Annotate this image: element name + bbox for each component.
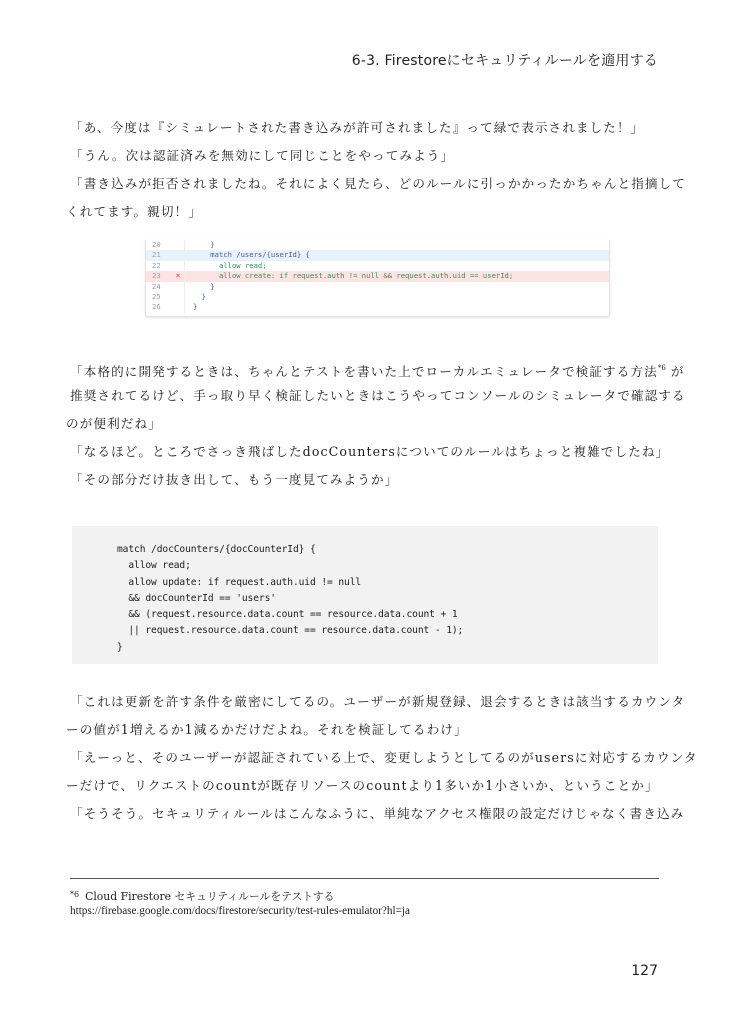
gutter-divider bbox=[184, 250, 185, 260]
code-row bbox=[146, 240, 609, 250]
code-text: allow create: if request.auth != null && request.auth.uid == userId; bbox=[193, 271, 514, 281]
dialogue-line: 「これは更新を許す条件を厳密にしてるの。ユーザーが新規登録、退会するときは該当するカウンタ bbox=[70, 694, 686, 709]
dialogue-text: 「本格的に開発するときは、ちゃんとテストを書いた上でローカルエミュレータで検証する方法 bbox=[70, 364, 658, 379]
code-line: || request.resource.data.count == resource.data.count - 1); bbox=[117, 625, 464, 637]
code-text: } bbox=[193, 240, 215, 249]
footnote-mark: *6 bbox=[70, 890, 80, 899]
code-line: && (request.resource.data.count == resource.data.count + 1 bbox=[117, 609, 458, 621]
dialogue-line: 「あ、今度は『シミュレートされた書き込みが許可されました』って緑で表示されました！」 bbox=[70, 120, 645, 135]
code-row bbox=[146, 261, 609, 271]
line-number: 21 bbox=[152, 250, 161, 260]
gutter-divider bbox=[184, 261, 185, 271]
footnote-reference[interactable]: *6 bbox=[657, 364, 666, 372]
dialogue-line: 「書き込みが拒否されましたね。それによく見たら、どのルールに引っかかったかちゃんと指摘して bbox=[70, 176, 686, 191]
dialogue-line: のが便利だね」 bbox=[66, 416, 162, 431]
footnote-title: Cloud Firestore セキュリティルールをテストする bbox=[85, 890, 335, 903]
code-row-highlighted bbox=[146, 250, 609, 260]
gutter-divider bbox=[184, 302, 185, 312]
line-number: 24 bbox=[152, 281, 161, 291]
line-number: 26 bbox=[152, 302, 161, 312]
error-x-icon: × bbox=[175, 271, 181, 281]
page-number: 127 bbox=[631, 963, 658, 979]
row-mark bbox=[172, 302, 184, 312]
dialogue-line: 「その部分だけ抜き出して、もう一度見てみようか」 bbox=[70, 472, 399, 487]
code-text: } bbox=[193, 302, 198, 312]
running-head: 6-3. Firestoreにセキュリティルールを適用する bbox=[351, 53, 658, 69]
code-row bbox=[146, 302, 609, 312]
code-row bbox=[146, 292, 609, 302]
dialogue-line: 「そうそう。セキュリティルールはこんなふうに、単純なアクセス権限の設定だけじゃなく書き込み bbox=[70, 806, 685, 821]
rules-simulator-screenshot bbox=[145, 240, 610, 317]
row-mark bbox=[172, 282, 184, 292]
footnote-divider bbox=[70, 878, 659, 879]
code-line: && docCounterId == 'users' bbox=[117, 592, 276, 604]
gutter-divider bbox=[184, 292, 185, 302]
footnote bbox=[70, 887, 410, 919]
code-row-error bbox=[146, 271, 609, 281]
line-number: 22 bbox=[152, 260, 161, 270]
code-text: } bbox=[193, 291, 206, 301]
footnote-url[interactable]: https://firebase.google.com/docs/firestore/security/test-rules-emulator?hl=ja bbox=[70, 905, 410, 917]
dialogue-block-1 bbox=[66, 114, 686, 226]
code-line: match /docCounters/{docCounterId} { bbox=[117, 544, 316, 555]
code-text: } bbox=[193, 281, 215, 291]
row-mark bbox=[172, 261, 184, 271]
dialogue-line: くれてます。親切！」 bbox=[66, 204, 202, 219]
line-number: 25 bbox=[152, 291, 161, 301]
gutter-divider bbox=[184, 240, 185, 250]
dialogue-line: 「なるほど。ところでさっき飛ばしたdocCountersについてのルールはちょっと複雑でしたね」 bbox=[70, 444, 670, 459]
dialogue-block-2 bbox=[66, 354, 686, 494]
row-mark bbox=[172, 250, 184, 260]
dialogue-block-3 bbox=[66, 688, 698, 828]
footnote-title-line bbox=[70, 887, 410, 903]
dialogue-line bbox=[70, 354, 685, 382]
dialogue-line: ーだけで、リクエストのcountが既存リソースのcountより1多いか1小さいか、ということか」 bbox=[66, 778, 659, 793]
code-row bbox=[146, 282, 609, 292]
code-line: } bbox=[117, 641, 123, 653]
dialogue-text: が bbox=[665, 364, 685, 379]
row-mark bbox=[172, 240, 184, 250]
dialogue-line: ーの値が1増えるか1減るかだけだよね。それを検証してるわけ」 bbox=[66, 722, 468, 737]
dialogue-line: 「うん。次は認証済みを無効にして同じことをやってみよう」 bbox=[70, 148, 455, 163]
code-text: allow read; bbox=[193, 260, 267, 270]
code-line: allow update: if request.auth.uid != null bbox=[117, 576, 362, 588]
row-mark bbox=[172, 292, 184, 302]
code-line: allow read; bbox=[117, 560, 191, 572]
gutter-divider bbox=[184, 282, 185, 292]
code-lines bbox=[117, 542, 463, 656]
code-text: match /users/{userId} { bbox=[193, 250, 310, 260]
dialogue-line: 「えーっと、そのユーザーが認証されている上で、変更しようとしてるのがusersに対応するカウンタ bbox=[70, 750, 698, 765]
gutter-divider bbox=[184, 271, 185, 281]
code-listing bbox=[72, 526, 658, 664]
line-number: 23 bbox=[152, 271, 161, 281]
line-number: 20 bbox=[152, 240, 161, 249]
dialogue-line: 推奨されてるけど、手っ取り早く検証したいときはこうやってコンソールのシミュレータで確認する bbox=[70, 388, 686, 403]
